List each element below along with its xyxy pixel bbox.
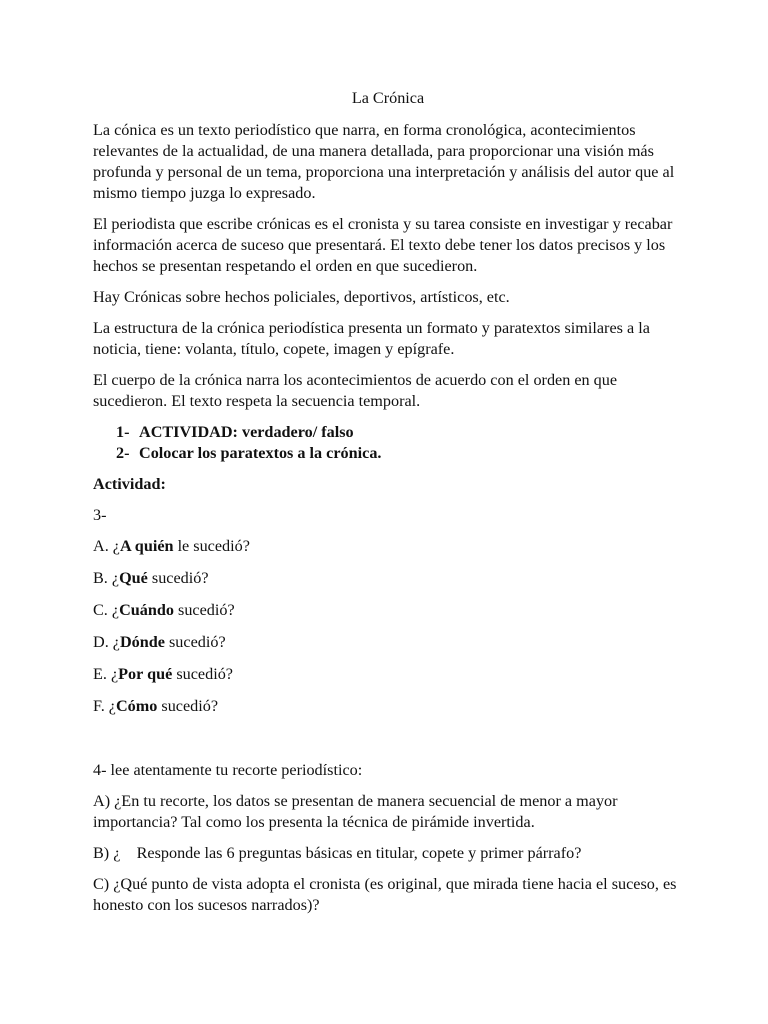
question-keyword: Cómo: [115, 697, 158, 715]
task-list: [93, 422, 683, 464]
task-number: 2-: [116, 444, 130, 462]
paragraph-body: El cuerpo de la crónica narra los acontecimientos de acuerdo con el orden en que sucedieron. El texto respeta la secuencia temporal.: [93, 371, 618, 410]
question-keyword: Dónde: [119, 633, 165, 651]
question-suffix: sucedió?: [173, 601, 235, 619]
question-item: [93, 696, 683, 717]
blank-line: [93, 728, 683, 760]
question-prefix: B. ¿: [93, 569, 120, 587]
section-4-intro: 4- lee atentamente tu recorte periodístico:: [93, 761, 363, 779]
task-text: ACTIVIDAD: verdadero/ falso: [139, 423, 354, 441]
question-suffix: sucedió?: [172, 665, 233, 683]
paragraph-types: Hay Crónicas sobre hechos policiales, deportivos, artísticos, etc.: [93, 288, 510, 306]
task-text: Colocar los paratextos a la crónica.: [139, 444, 382, 462]
paragraph-structure: La estructura de la crónica periodística presenta un formato y paratextos similares a la noticia, tiene: volanta, título, copete, imagen y epígrafe.: [93, 319, 650, 358]
question-suffix: le sucedió?: [173, 537, 250, 555]
question-item: [93, 536, 683, 557]
question-item: [93, 632, 683, 653]
question-suffix: sucedió?: [147, 569, 209, 587]
question-prefix: E. ¿: [93, 665, 119, 683]
task-item: [93, 422, 683, 443]
document-body: [93, 88, 683, 926]
question-prefix: C. ¿: [93, 601, 120, 619]
section-4-item-b: B) ¿ Responde las 6 preguntas básicas en titular, copete y primer párrafo?: [93, 844, 582, 862]
task-number: 1-: [116, 423, 130, 441]
task-item: [93, 443, 683, 464]
page-title: La Crónica: [351, 89, 425, 107]
question-prefix: F. ¿: [93, 697, 116, 715]
paragraph-definition: La cónica es un texto periodístico que narra, en forma cronológica, acontecimientos relevantes de la actualidad, de una manera detallada, para proporcionar una visión más profunda y personal de un tema, proporciona una interpretación y análisis del autor que al mismo tiempo juzga lo expresado.: [93, 121, 675, 202]
question-item: [93, 600, 683, 621]
activity-heading: Actividad:: [93, 475, 166, 493]
section-3-label: 3-: [93, 506, 107, 524]
paragraph-cronista: El periodista que escribe crónicas es el cronista y su tarea consiste en investigar y recabar información acerca de suceso que presentará. El texto debe tener los datos precisos y los hechos se presentan respetando el orden en que sucedieron.: [93, 215, 673, 275]
question-prefix: A. ¿: [93, 537, 120, 555]
section-4-item-c: C) ¿Qué punto de vista adopta el cronista (es original, que mirada tiene hacia el suceso, es honesto con los sucesos narrados)?: [93, 875, 677, 914]
question-keyword: A quién: [119, 537, 174, 555]
question-keyword: Qué: [119, 569, 148, 587]
question-keyword: Por qué: [118, 665, 173, 683]
question-keyword: Cuándo: [119, 601, 174, 619]
question-item: [93, 568, 683, 589]
question-item: [93, 664, 683, 685]
question-suffix: sucedió?: [164, 633, 226, 651]
question-suffix: sucedió?: [157, 697, 219, 715]
question-prefix: D. ¿: [93, 633, 120, 651]
section-4-item-a: A) ¿En tu recorte, los datos se presentan de manera secuencial de menor a mayor importancia? Tal como los presenta la técnica de pirámide invertida.: [93, 792, 618, 831]
